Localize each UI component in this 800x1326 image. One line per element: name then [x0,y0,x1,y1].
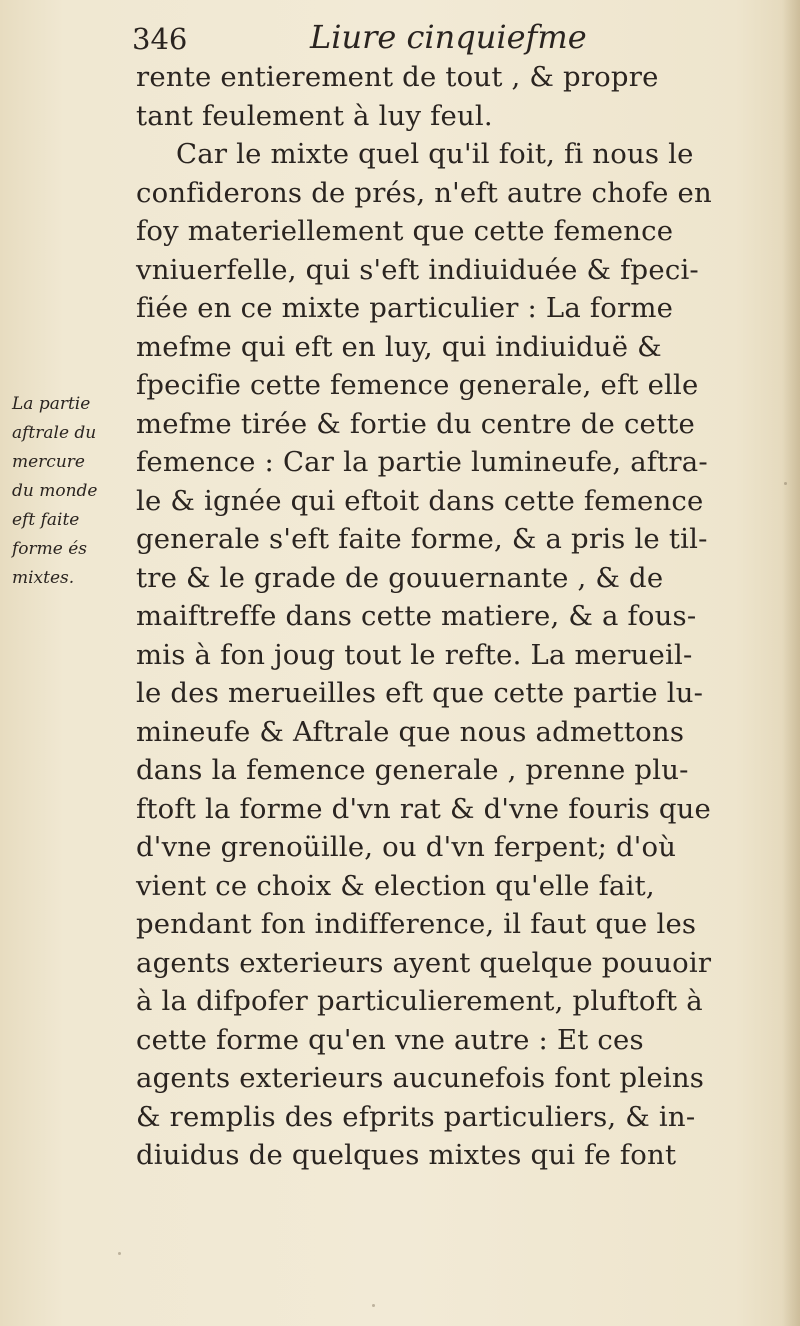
text-line: à la difpofer particulierement, pluftoft à [136,985,703,1017]
marginal-line: forme és [12,539,88,559]
paper-speck [118,1252,121,1255]
paper-speck [372,1304,375,1307]
text-line: femence : Car la partie lumineufe, aftra- [136,446,708,478]
text-line: cette forme qu'en vne autre : Et ces [136,1023,644,1056]
text-line: fpecifie cette femence generale, eft elle [136,369,699,401]
text-line: rente entierement de tout , & propre [136,61,659,93]
page-number: 346 [132,22,188,56]
marginal-line: aftrale du [12,423,97,443]
text-line: Car le mixte quel qu'il foit, fi nous le [176,138,694,170]
text-line: mefme tirée & fortie du centre de cette [136,407,695,440]
marginal-line: La partie [12,394,91,414]
text-line: diuidus de quelques mixtes qui fe font [136,1139,677,1171]
text-line: maiftreffe dans cette matiere, & a fous- [136,600,697,632]
text-line: mefme qui eft en luy, qui indiuiduë & [136,330,662,363]
text-line: mis à fon joug tout le refte. La merueil- [136,638,693,671]
text-line: vniuerfelle, qui s'eft indiuiduée & fpeci- [136,253,699,286]
marginal-line: mercure [12,452,85,472]
text-line: foy materiellement que cette femence [136,215,674,247]
text-line: generale s'eft faite forme, & a pris le til- [136,523,708,555]
marginal-line: eft faite [12,510,80,530]
text-line: agents exterieurs ayent quelque pouuoir [136,946,712,979]
page-header [132,16,772,60]
text-line: tre & le grade de gouuernante , & de [136,561,664,594]
marginal-line: du monde [12,481,98,501]
text-line: dans la femence generale , prenne plu- [136,754,689,786]
text-line: tant feulement à luy feul. [136,99,493,132]
marginal-note [12,390,118,593]
text-line: d'vne grenoüille, ou d'vn ferpent; d'où [136,831,677,863]
running-title: Liure cinquiefme [310,18,587,56]
text-line: confiderons de prés, n'eft autre chofe en [136,176,712,209]
page-edge [782,0,800,1326]
paper-speck [784,482,787,485]
text-line: mineufe & Aftrale que nous admettons [136,715,685,748]
text-line: ftoft la forme d'vn rat & d'vne fouris que [136,792,712,825]
marginal-line: mixtes. [12,568,75,588]
text-line: vient ce choix & election qu'elle fait, [136,869,655,902]
text-line: agents exterieurs aucunefois font pleins [136,1062,705,1094]
text-line: fiée en ce mixte particulier : La forme [136,292,674,324]
text-line: le & ignée qui eftoit dans cette femence [136,484,704,517]
text-line: pendant fon indifference, il faut que les [136,908,697,940]
text-line: le des merueilles eft que cette partie lu- [136,677,704,709]
text-line: & remplis des efprits particuliers, & in- [136,1100,696,1133]
body-text [136,58,766,1175]
